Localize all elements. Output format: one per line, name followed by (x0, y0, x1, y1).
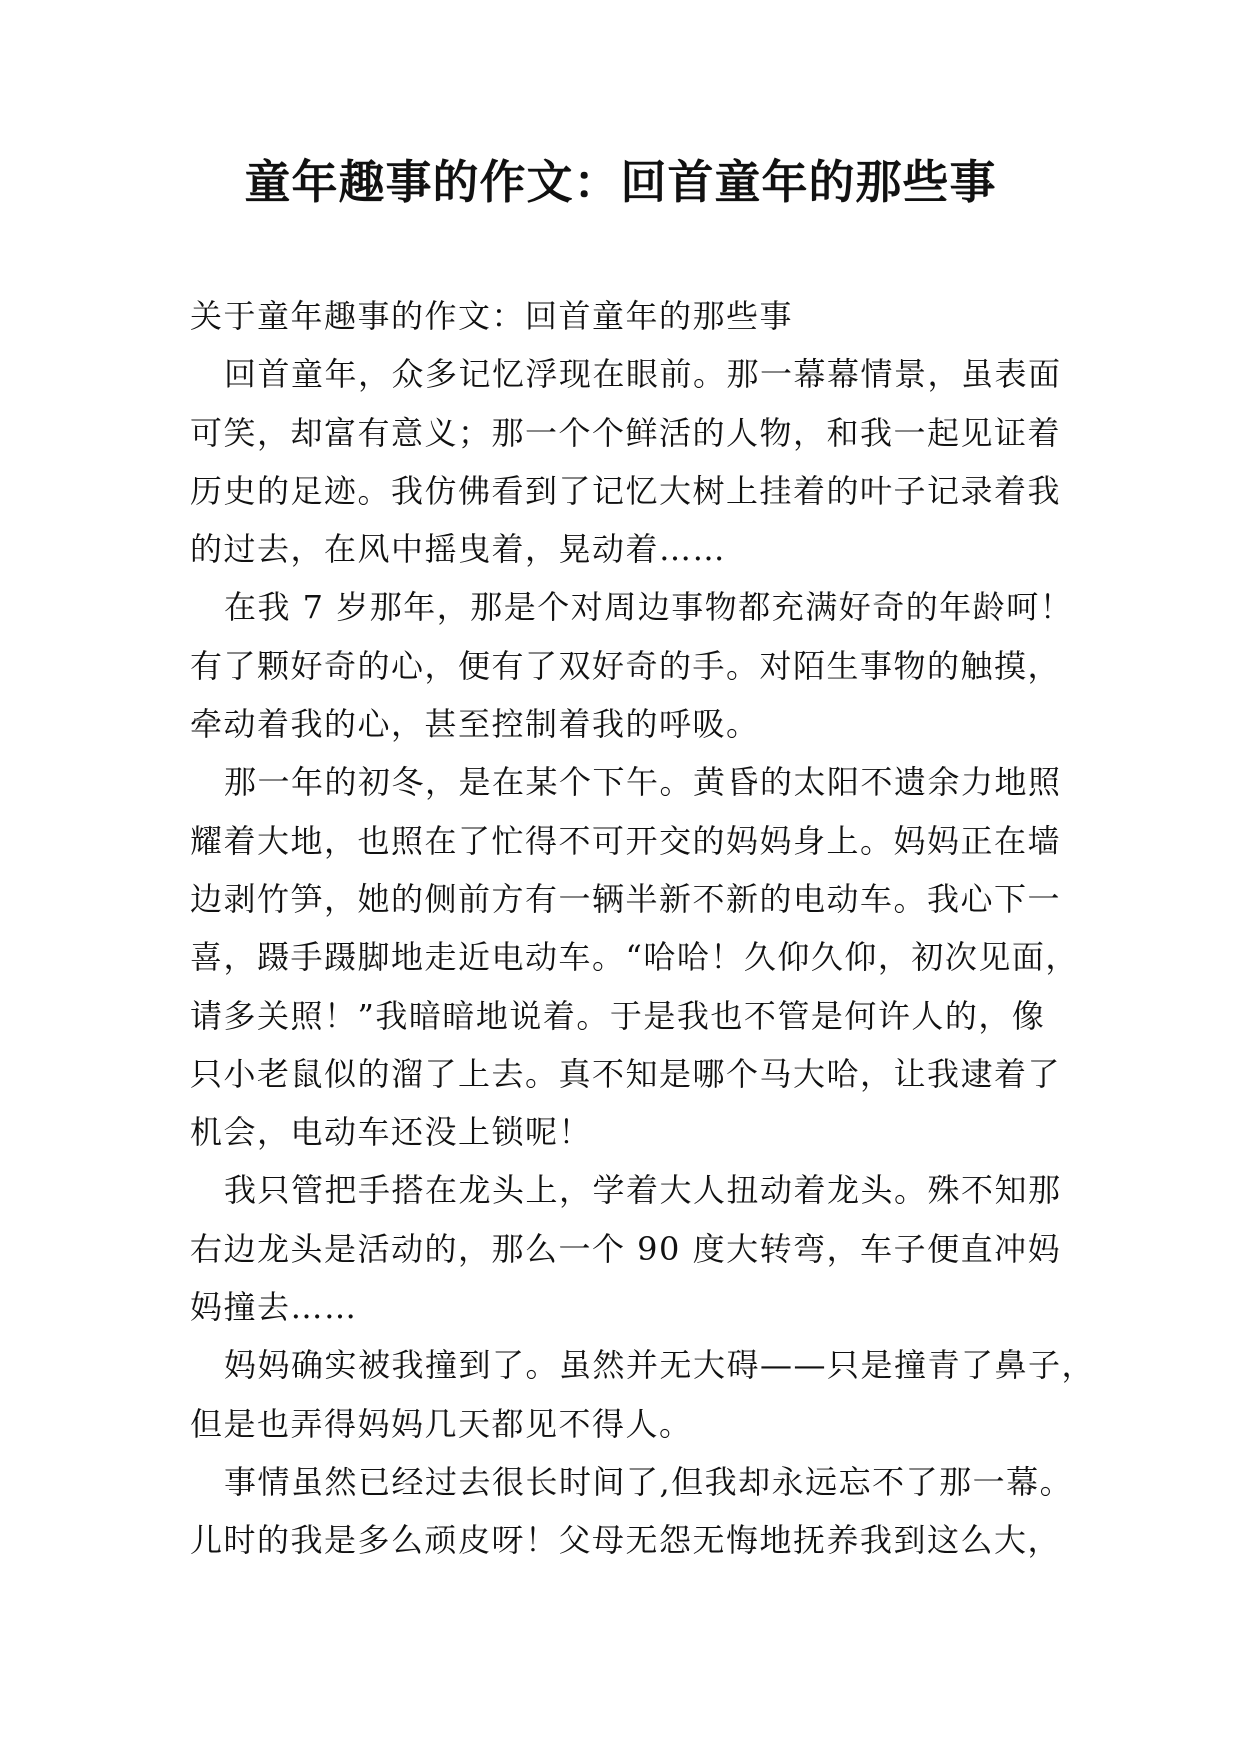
paragraph-line: 有了颗好奇的心，便有了双好奇的手。对陌生事物的触摸， (190, 646, 1062, 685)
paragraph-line: 但是也弄得妈妈几天都见不得人。 (190, 1404, 693, 1443)
paragraph-line: 妈妈确实被我撞到了。虽然并无大碍——只是撞青了鼻子， (224, 1346, 1096, 1385)
paragraph-line: 边剥竹笋，她的侧前方有一辆半新不新的电动车。我心下一 (190, 879, 1062, 918)
paragraph-line: 妈撞去…… (190, 1288, 358, 1327)
paragraph-line: 回首童年，众多记忆浮现在眼前。那一幕幕情景，虽表面 (224, 355, 1062, 394)
essay-subtitle-line: 关于童年趣事的作文：回首童年的那些事 (190, 297, 794, 335)
paragraph-line: 的过去，在风中摇曳着，晃动着…… (190, 530, 727, 569)
paragraph-line: 牵动着我的心，甚至控制着我的呼吸。 (190, 705, 760, 744)
paragraph-line: 事情虽然已经过去很长时间了,但我却永远忘不了那一幕。 (224, 1462, 1074, 1501)
paragraph-line: 请多关照！”我暗暗地说着。于是我也不管是何许人的，像 (190, 996, 1046, 1035)
paragraph-line: 机会，电动车还没上锁呢！ (190, 1113, 593, 1152)
paragraph-line: 耀着大地，也照在了忙得不可开交的妈妈身上。妈妈正在墙 (190, 821, 1062, 860)
paragraph-line: 喜，蹑手蹑脚地走近电动车。“哈哈！久仰久仰，初次见面， (190, 938, 1079, 977)
paragraph-line: 我只管把手搭在龙头上，学着大人扭动着龙头。殊不知那 (224, 1171, 1062, 1210)
essay-body (190, 287, 1096, 1570)
paragraph-line: 在我 7 岁那年，那是个对周边事物都充满好奇的年龄呵！ (224, 588, 1074, 627)
paragraph-line: 历史的足迹。我仿佛看到了记忆大树上挂着的叶子记录着我 (190, 471, 1062, 510)
paragraph-line: 右边龙头是活动的，那么一个 90 度大转弯，车子便直冲妈 (190, 1229, 1062, 1268)
paragraph-line: 可笑，却富有意义；那一个个鲜活的人物，和我一起见证着 (190, 413, 1062, 452)
paragraph-line: 那一年的初冬，是在某个下午。黄昏的太阳不遗余力地照 (224, 763, 1062, 802)
paragraph-line: 只小老鼠似的溜了上去。真不知是哪个马大哈，让我逮着了 (190, 1054, 1062, 1093)
paragraph-line: 儿时的我是多么顽皮呀！父母无怨无悔地抚养我到这么大， (190, 1521, 1062, 1560)
document-title: 童年趣事的作文：回首童年的那些事 (244, 155, 997, 209)
